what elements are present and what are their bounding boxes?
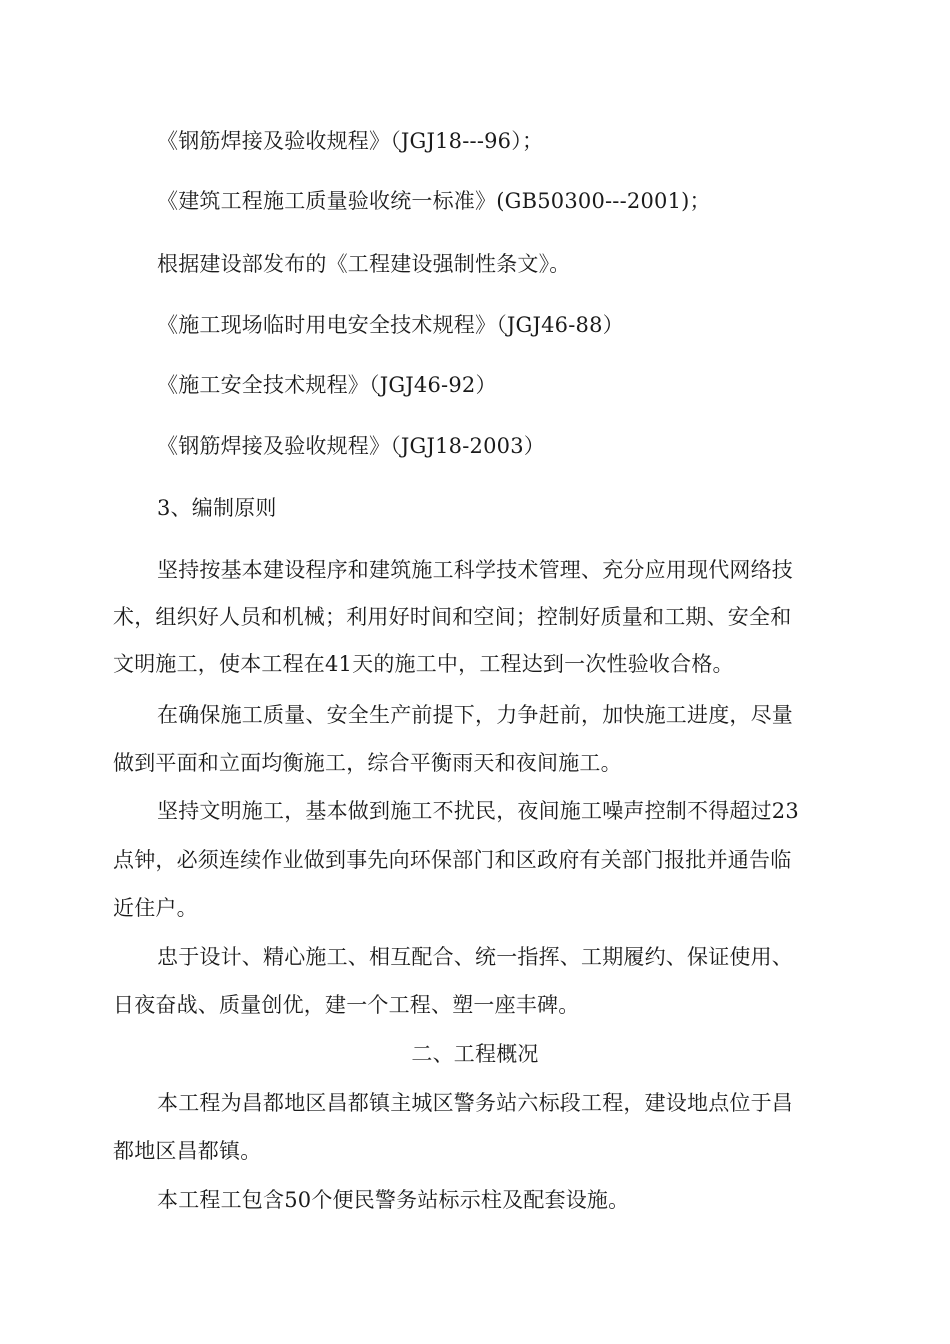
reference-line: 《建筑工程施工质量验收统一标准》(GB50300---2001)； bbox=[157, 189, 711, 213]
reference-line: 《钢筋焊接及验收规程》（JGJ18---96）； bbox=[157, 129, 544, 153]
reference-line: 根据建设部发布的《工程建设强制性条文》。 bbox=[157, 252, 571, 276]
reference-line: 《施工现场临时用电安全技术规程》（JGJ46-88） bbox=[157, 313, 624, 337]
paragraph-line: 点钟，必须连续作业做到事先向环保部门和区政府有关部门报批并通告临 bbox=[113, 848, 792, 872]
paragraph-line: 文明施工，使本工程在41天的施工中，工程达到一次性验收合格。 bbox=[113, 652, 734, 676]
paragraph-line: 做到平面和立面均衡施工，综合平衡雨天和夜间施工。 bbox=[113, 751, 622, 775]
paragraph-line: 都地区昌都镇。 bbox=[113, 1139, 262, 1163]
reference-line: 《钢筋焊接及验收规程》（JGJ18-2003） bbox=[157, 434, 545, 458]
paragraph-line: 坚持按基本建设程序和建筑施工科学技术管理、充分应用现代网络技 bbox=[157, 558, 793, 582]
paragraph-line: 坚持文明施工，基本做到施工不扰民，夜间施工噪声控制不得超过23 bbox=[157, 799, 799, 823]
paragraph-line: 在确保施工质量、安全生产前提下，力争赶前，加快施工进度，尽量 bbox=[157, 703, 793, 727]
paragraph-line: 术，组织好人员和机械；利用好时间和空间；控制好质量和工期、安全和 bbox=[113, 605, 792, 629]
paragraph-line: 忠于设计、精心施工、相互配合、统一指挥、工期履约、保证使用、 bbox=[157, 945, 793, 969]
paragraph-line: 本工程工包含50个便民警务站标示柱及配套设施。 bbox=[157, 1188, 630, 1212]
section-heading: 3、编制原则 bbox=[157, 496, 277, 520]
paragraph-line: 本工程为昌都地区昌都镇主城区警务站六标段工程，建设地点位于昌 bbox=[157, 1091, 793, 1115]
paragraph-line: 近住户。 bbox=[113, 896, 198, 920]
paragraph-line: 日夜奋战、质量创优，建一个工程、塑一座丰碑。 bbox=[113, 993, 580, 1017]
section-title: 二、工程概况 bbox=[411, 1042, 539, 1066]
reference-line: 《施工安全技术规程》（JGJ46-92） bbox=[157, 373, 497, 397]
